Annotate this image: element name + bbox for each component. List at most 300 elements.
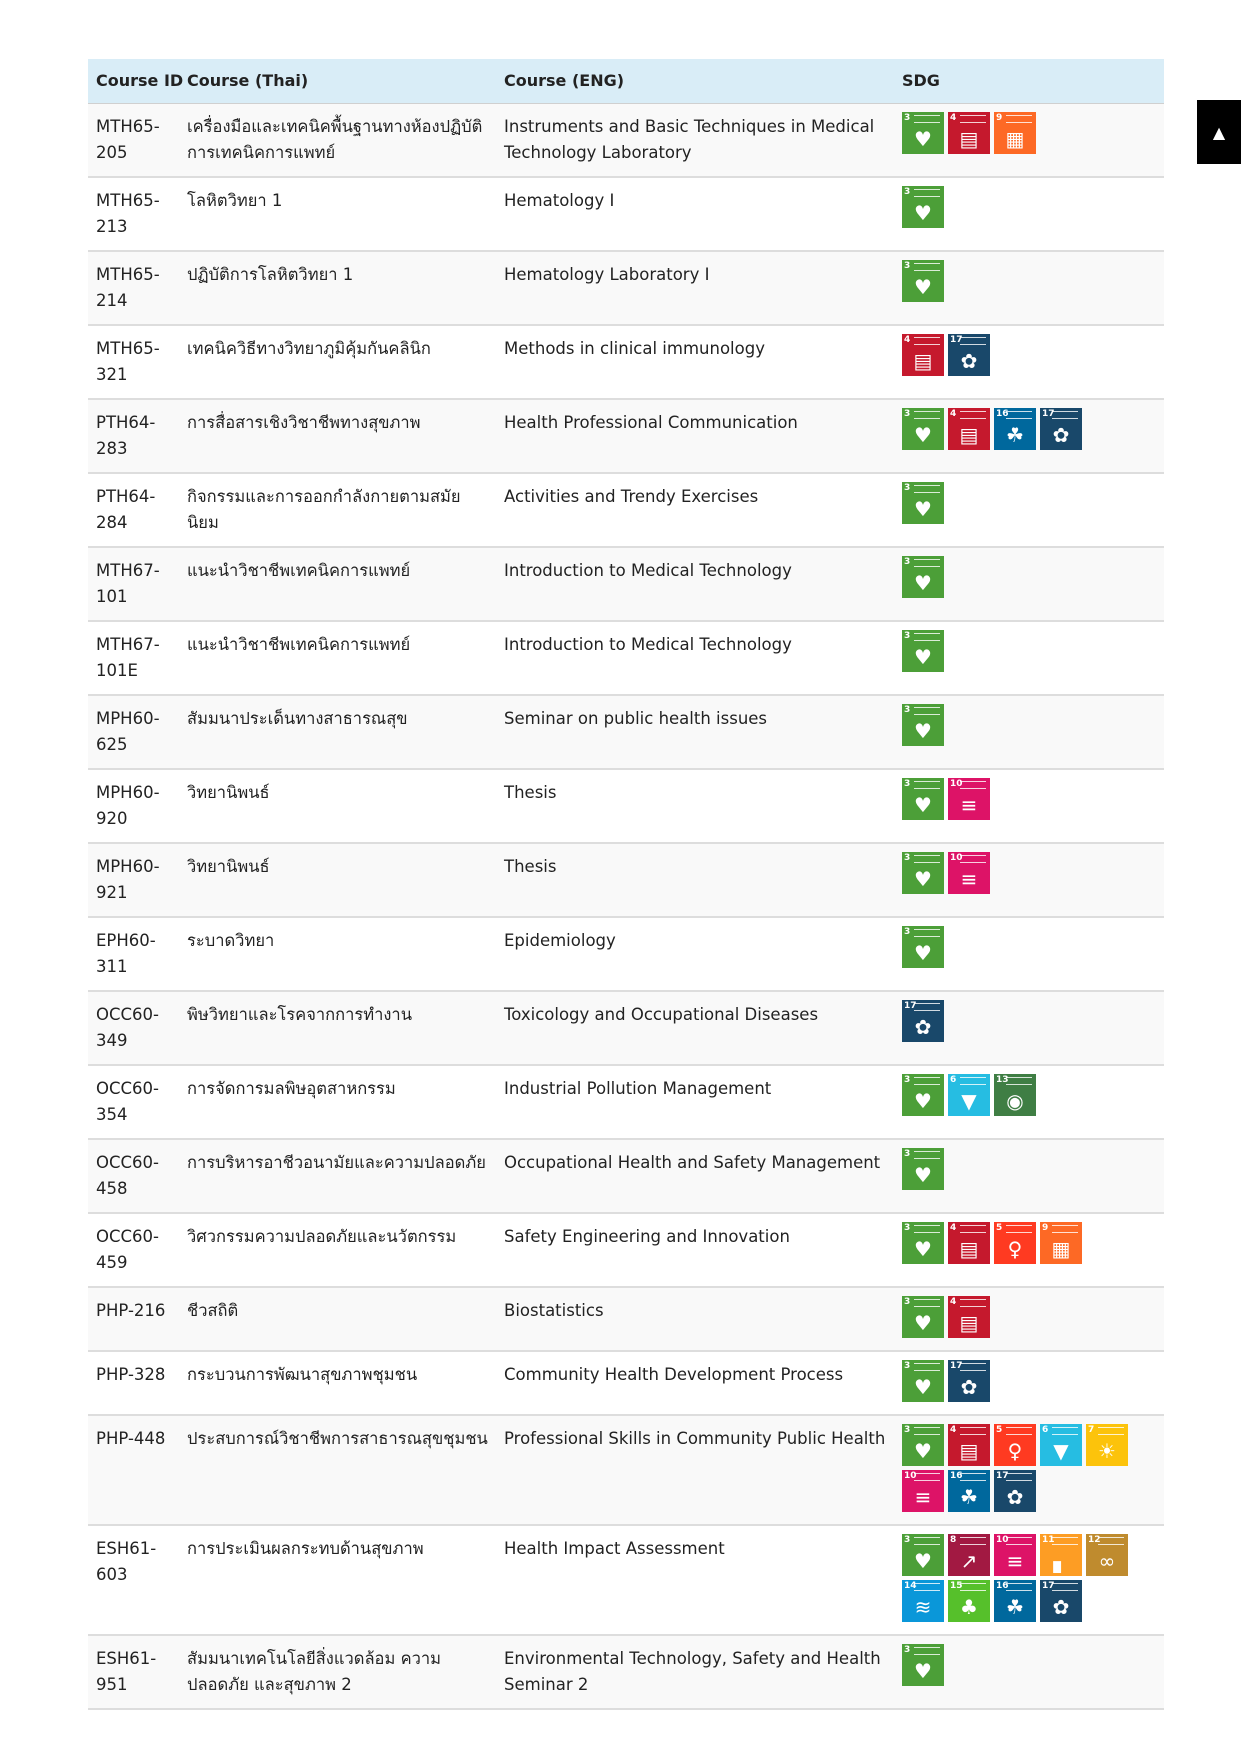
- table-row: [88, 1635, 1164, 1709]
- header-course-id: Course ID: [88, 59, 179, 103]
- heartbeat-icon: ♥: [914, 1236, 932, 1261]
- sdg-17-icon[interactable]: [902, 1000, 944, 1042]
- course-thai-cell: ชีวสถิติ: [187, 1300, 239, 1320]
- course-id-cell: PTH64-284: [96, 486, 156, 532]
- course-eng-cell: Health Impact Assessment: [504, 1538, 725, 1558]
- sdg-number: 3: [904, 1534, 911, 1545]
- sdg-number: 5: [996, 1424, 1003, 1435]
- course-thai-cell: วิศวกรรมความปลอดภัยและนวัตกรรม: [187, 1226, 457, 1246]
- gender-equality-icon: ♀: [1007, 1236, 1023, 1261]
- course-id-cell: PHP-448: [96, 1428, 166, 1448]
- sdg-number: 3: [904, 556, 911, 567]
- sdg-title-lines: [914, 855, 940, 863]
- dove-icon: ☘: [960, 1484, 978, 1509]
- course-eng-cell: Environmental Technology, Safety and Health Seminar 2: [504, 1648, 881, 1694]
- sdg-number: 3: [904, 408, 911, 419]
- sdg-11-icon[interactable]: [1040, 1534, 1082, 1576]
- table-row: [88, 103, 1164, 177]
- sdg-title-lines: [914, 633, 940, 641]
- sdg-cell: [894, 1525, 1164, 1635]
- sdg-number: 3: [904, 1360, 911, 1371]
- sdg-number: 17: [1042, 408, 1055, 419]
- sdg-17-icon[interactable]: [948, 334, 990, 376]
- book-icon: ▤: [959, 422, 979, 447]
- sdg-15-icon[interactable]: [948, 1580, 990, 1622]
- sdg-title-lines: [914, 1077, 940, 1085]
- sdg-title-lines: [1052, 1427, 1078, 1435]
- sdg-17-icon[interactable]: [948, 1360, 990, 1402]
- sdg-title-lines: [914, 485, 940, 493]
- sdg-number: 17: [904, 1000, 917, 1011]
- table-row: [88, 769, 1164, 843]
- course-id-cell: MPH60-920: [96, 782, 160, 828]
- course-eng-cell: Hematology Laboratory I: [504, 264, 710, 284]
- sdg-cell: [894, 473, 1164, 547]
- sdg-title-lines: [960, 781, 986, 789]
- sdg-title-lines: [1006, 1427, 1032, 1435]
- table-header: [88, 59, 1164, 103]
- sdg-3-icon[interactable]: [902, 1296, 944, 1338]
- course-thai-cell: กิจกรรมและการออกกำลังกายตามสมัยนิยม: [187, 486, 461, 532]
- sdg-3-icon[interactable]: [902, 778, 944, 820]
- course-eng-cell: Seminar on public health issues: [504, 708, 768, 728]
- sdg-title-lines: [1006, 115, 1032, 123]
- sdg-title-lines: [914, 263, 940, 271]
- table-row: [88, 399, 1164, 473]
- course-id-cell: MPH60-625: [96, 708, 160, 754]
- course-id-cell: PHP-328: [96, 1364, 166, 1384]
- sdg-3-icon[interactable]: [902, 408, 944, 450]
- sdg-cell: [894, 1287, 1164, 1351]
- sdg-title-lines: [960, 337, 986, 345]
- heartbeat-icon: ♥: [914, 1438, 932, 1463]
- sdg-3-icon[interactable]: [902, 630, 944, 672]
- sdg-cell: [894, 1139, 1164, 1213]
- heartbeat-icon: ♥: [914, 126, 932, 151]
- course-thai-cell: แนะนำวิชาชีพเทคนิคการแพทย์: [187, 560, 411, 580]
- dove-icon: ☘: [1006, 1594, 1024, 1619]
- table-row: [88, 325, 1164, 399]
- equality-arrows-icon: ≡: [960, 792, 978, 817]
- sdg-17-icon[interactable]: [994, 1470, 1036, 1512]
- sdg-number: 10: [950, 778, 963, 789]
- sdg-number: 14: [904, 1580, 917, 1591]
- sdg-title-lines: [1052, 1583, 1078, 1591]
- header-course-eng: Course (ENG): [496, 59, 894, 103]
- heartbeat-icon: ♥: [914, 940, 932, 965]
- course-eng-cell: Epidemiology: [504, 930, 616, 950]
- sdg-number: 8: [950, 1534, 957, 1545]
- sdg-9-icon[interactable]: [994, 112, 1036, 154]
- sdg-number: 3: [904, 926, 911, 937]
- sdg-title-lines: [1006, 1473, 1032, 1481]
- course-thai-cell: แนะนำวิชาชีพเทคนิคการแพทย์: [187, 634, 411, 654]
- heartbeat-icon: ♥: [914, 1374, 932, 1399]
- flower-rings-icon: ✿: [960, 348, 978, 373]
- heartbeat-icon: ♥: [914, 1548, 932, 1573]
- sdg-number: 3: [904, 852, 911, 863]
- sdg-title-lines: [960, 1427, 986, 1435]
- sdg-cell: [894, 177, 1164, 251]
- sdg-10-icon[interactable]: [948, 852, 990, 894]
- course-thai-cell: การสื่อสารเชิงวิชาชีพทางสุขภาพ: [187, 412, 421, 432]
- sdg-title-lines: [1006, 411, 1032, 419]
- sdg-16-icon[interactable]: [948, 1470, 990, 1512]
- sdg-17-icon[interactable]: [1040, 408, 1082, 450]
- course-thai-cell: ระบาดวิทยา: [187, 930, 275, 950]
- course-thai-cell: พิษวิทยาและโรคจากการทำงาน: [187, 1004, 412, 1024]
- table-row: [88, 621, 1164, 695]
- sdg-10-icon[interactable]: [948, 778, 990, 820]
- sdg-title-lines: [914, 189, 940, 197]
- heartbeat-icon: ♥: [914, 200, 932, 225]
- course-id-cell: OCC60-458: [96, 1152, 159, 1198]
- sdg-number: 5: [996, 1222, 1003, 1233]
- sdg-number: 12: [1088, 1534, 1101, 1545]
- table-row: [88, 1525, 1164, 1635]
- course-id-cell: ESH61-603: [96, 1538, 157, 1584]
- sdg-3-icon[interactable]: [902, 1424, 944, 1466]
- sdg-title-lines: [914, 929, 940, 937]
- course-eng-cell: Biostatistics: [504, 1300, 604, 1320]
- flower-rings-icon: ✿: [1006, 1484, 1024, 1509]
- course-eng-cell: Occupational Health and Safety Management: [504, 1152, 881, 1172]
- heartbeat-icon: ♥: [914, 1658, 932, 1683]
- sdg-cell: [894, 621, 1164, 695]
- sdg-number: 16: [996, 408, 1009, 419]
- course-eng-cell: Instruments and Basic Techniques in Medical Technology Laboratory: [504, 116, 875, 162]
- flower-rings-icon: ✿: [914, 1014, 932, 1039]
- sdg-5-icon[interactable]: [994, 1424, 1036, 1466]
- course-eng-cell: Industrial Pollution Management: [504, 1078, 772, 1098]
- book-icon: ▤: [913, 348, 933, 373]
- sdg-number: 15: [950, 1580, 963, 1591]
- course-eng-cell: Activities and Trendy Exercises: [504, 486, 759, 506]
- sdg-6-icon[interactable]: [1040, 1424, 1082, 1466]
- gender-equality-icon: ♀: [1007, 1438, 1023, 1463]
- header-course-thai: Course (Thai): [179, 59, 496, 103]
- table-row: [88, 1139, 1164, 1213]
- sdg-title-lines: [914, 1537, 940, 1545]
- table-row: [88, 991, 1164, 1065]
- course-id-cell: MPH60-921: [96, 856, 160, 902]
- course-thai-cell: การบริหารอาชีวอนามัยและความปลอดภัย: [187, 1152, 486, 1172]
- sdg-title-lines: [914, 1003, 940, 1011]
- sdg-cell: [894, 251, 1164, 325]
- sdg-number: 6: [1042, 1424, 1049, 1435]
- cubes-icon: ▦: [1051, 1236, 1071, 1261]
- sdg-7-icon[interactable]: [1086, 1424, 1128, 1466]
- sdg-title-lines: [1006, 1077, 1032, 1085]
- scroll-to-top-button[interactable]: [1197, 100, 1241, 164]
- earth-eye-icon: ◉: [1006, 1088, 1024, 1113]
- sdg-title-lines: [914, 115, 940, 123]
- course-thai-cell: สัมมนาเทคโนโลยีสิ่งแวดล้อม ความปลอดภัย และสุขภาพ 2: [187, 1648, 442, 1694]
- infinity-icon: ∞: [1098, 1548, 1116, 1573]
- sdg-number: 3: [904, 1424, 911, 1435]
- growth-chart-icon: ↗: [960, 1548, 978, 1573]
- table-row: [88, 695, 1164, 769]
- sdg-3-icon[interactable]: [902, 112, 944, 154]
- sdg-cell: [894, 1351, 1164, 1415]
- course-thai-cell: การประเมินผลกระทบด้านสุขภาพ: [187, 1538, 424, 1558]
- course-thai-cell: โลหิตวิทยา 1: [187, 190, 283, 210]
- sdg-6-icon[interactable]: [948, 1074, 990, 1116]
- sdg-number: 3: [904, 482, 911, 493]
- courses-table-container: [88, 59, 1164, 1710]
- book-icon: ▤: [959, 126, 979, 151]
- course-eng-cell: Toxicology and Occupational Diseases: [504, 1004, 819, 1024]
- course-eng-cell: Introduction to Medical Technology: [504, 560, 792, 580]
- sdg-number: 17: [996, 1470, 1009, 1481]
- book-icon: ▤: [959, 1438, 979, 1463]
- sdg-title-lines: [960, 1363, 986, 1371]
- sdg-13-icon[interactable]: [994, 1074, 1036, 1116]
- sdg-5-icon[interactable]: [994, 1222, 1036, 1264]
- sdg-title-lines: [914, 1647, 940, 1655]
- sdg-number: 9: [996, 112, 1003, 123]
- sdg-10-icon[interactable]: [902, 1470, 944, 1512]
- sdg-number: 16: [950, 1470, 963, 1481]
- sdg-cell: [894, 399, 1164, 473]
- sdg-number: 4: [950, 408, 957, 419]
- sdg-title-lines: [960, 1225, 986, 1233]
- sdg-title-lines: [960, 1077, 986, 1085]
- tree-icon: ♣: [960, 1594, 978, 1619]
- sdg-title-lines: [1052, 411, 1078, 419]
- sdg-number: 3: [904, 1644, 911, 1655]
- equality-arrows-icon: ≡: [914, 1484, 932, 1509]
- sdg-cell: [894, 843, 1164, 917]
- table-row: [88, 473, 1164, 547]
- flower-rings-icon: ✿: [1052, 1594, 1070, 1619]
- sdg-3-icon[interactable]: [902, 1644, 944, 1686]
- sdg-title-lines: [960, 855, 986, 863]
- table-row: [88, 1415, 1164, 1525]
- sdg-3-icon[interactable]: [902, 1360, 944, 1402]
- sdg-title-lines: [960, 1299, 986, 1307]
- sdg-title-lines: [914, 1151, 940, 1159]
- sdg-3-icon[interactable]: [902, 556, 944, 598]
- water-drop-icon: ▼: [1053, 1438, 1069, 1463]
- sdg-14-icon[interactable]: [902, 1580, 944, 1622]
- sdg-title-lines: [914, 781, 940, 789]
- course-eng-cell: Safety Engineering and Innovation: [504, 1226, 790, 1246]
- course-eng-cell: Health Professional Communication: [504, 412, 798, 432]
- sdg-number: 6: [950, 1074, 957, 1085]
- sdg-number: 10: [950, 852, 963, 863]
- sdg-4-icon[interactable]: [948, 1424, 990, 1466]
- sdg-cell: [894, 1213, 1164, 1287]
- sdg-3-icon[interactable]: [902, 1534, 944, 1576]
- sdg-3-icon[interactable]: [902, 1148, 944, 1190]
- sdg-4-icon[interactable]: [948, 1222, 990, 1264]
- sdg-16-icon[interactable]: [994, 1580, 1036, 1622]
- sdg-3-icon[interactable]: [902, 186, 944, 228]
- sdg-3-icon[interactable]: [902, 1074, 944, 1116]
- sdg-title-lines: [914, 559, 940, 567]
- sdg-title-lines: [1052, 1537, 1078, 1545]
- table-row: [88, 1213, 1164, 1287]
- course-id-cell: PTH64-283: [96, 412, 156, 458]
- sdg-number: 13: [996, 1074, 1009, 1085]
- sdg-number: 4: [950, 1424, 957, 1435]
- course-eng-cell: Hematology I: [504, 190, 615, 210]
- sdg-title-lines: [960, 1473, 986, 1481]
- sdg-cell: [894, 917, 1164, 991]
- sdg-3-icon[interactable]: [902, 260, 944, 302]
- sdg-number: 3: [904, 704, 911, 715]
- sdg-3-icon[interactable]: [902, 852, 944, 894]
- book-icon: ▤: [959, 1236, 979, 1261]
- sdg-cell: [894, 1065, 1164, 1139]
- sdg-number: 3: [904, 1148, 911, 1159]
- course-id-cell: OCC60-354: [96, 1078, 159, 1124]
- course-thai-cell: กระบวนการพัฒนาสุขภาพชุมชน: [187, 1364, 418, 1384]
- heartbeat-icon: ♥: [914, 1310, 932, 1335]
- table-row: [88, 547, 1164, 621]
- sdg-title-lines: [960, 411, 986, 419]
- table-row: [88, 1351, 1164, 1415]
- fish-icon: ≋: [914, 1594, 932, 1619]
- sdg-cell: [894, 769, 1164, 843]
- sdg-number: 3: [904, 112, 911, 123]
- sdg-cell: [894, 103, 1164, 177]
- course-eng-cell: Professional Skills in Community Public Health: [504, 1428, 886, 1448]
- sdg-cell: [894, 547, 1164, 621]
- sdg-title-lines: [960, 1583, 986, 1591]
- table-row: [88, 251, 1164, 325]
- sdg-3-icon[interactable]: [902, 482, 944, 524]
- course-id-cell: MTH65-214: [96, 264, 160, 310]
- sdg-4-icon[interactable]: [948, 1296, 990, 1338]
- table-row: [88, 1287, 1164, 1351]
- header-sdg: SDG: [894, 59, 1164, 103]
- course-id-cell: MTH65-321: [96, 338, 160, 384]
- sun-icon: ☀: [1098, 1438, 1116, 1463]
- table-row: [88, 1065, 1164, 1139]
- sdg-title-lines: [960, 1537, 986, 1545]
- sdg-title-lines: [914, 1427, 940, 1435]
- sdg-4-icon[interactable]: [948, 408, 990, 450]
- sdg-3-icon[interactable]: [902, 926, 944, 968]
- courses-table: [88, 59, 1164, 1710]
- course-id-cell: PHP-216: [96, 1300, 166, 1320]
- sdg-title-lines: [1006, 1537, 1032, 1545]
- course-thai-cell: ประสบการณ์วิชาชีพการสาธารณสุขชุมชน: [187, 1428, 488, 1448]
- sdg-17-icon[interactable]: [1040, 1580, 1082, 1622]
- sdg-16-icon[interactable]: [994, 408, 1036, 450]
- sdg-number: 17: [950, 334, 963, 345]
- sdg-title-lines: [1098, 1427, 1124, 1435]
- sdg-number: 16: [996, 1580, 1009, 1591]
- course-thai-cell: ปฏิบัติการโลหิตวิทยา 1: [187, 264, 354, 284]
- sdg-title-lines: [914, 1583, 940, 1591]
- course-thai-cell: สัมมนาประเด็นทางสาธารณสุข: [187, 708, 408, 728]
- sdg-number: 9: [1042, 1222, 1049, 1233]
- course-eng-cell: Thesis: [504, 856, 557, 876]
- sdg-number: 10: [904, 1470, 917, 1481]
- sdg-number: 4: [950, 1296, 957, 1307]
- sdg-3-icon[interactable]: [902, 1222, 944, 1264]
- course-id-cell: MTH67-101: [96, 560, 160, 606]
- sdg-title-lines: [1098, 1537, 1124, 1545]
- equality-arrows-icon: ≡: [960, 866, 978, 891]
- sdg-number: 3: [904, 1296, 911, 1307]
- sdg-cell: [894, 991, 1164, 1065]
- course-thai-cell: เทคนิควิธีทางวิทยาภูมิคุ้มกันคลินิก: [187, 338, 431, 358]
- book-icon: ▤: [959, 1310, 979, 1335]
- water-drop-icon: ▼: [961, 1088, 977, 1113]
- sdg-cell: [894, 1415, 1164, 1525]
- course-thai-cell: การจัดการมลพิษอุตสาหกรรม: [187, 1078, 396, 1098]
- sdg-9-icon[interactable]: [1040, 1222, 1082, 1264]
- sdg-number: 7: [1088, 1424, 1095, 1435]
- sdg-title-lines: [914, 1363, 940, 1371]
- heartbeat-icon: ♥: [914, 274, 932, 299]
- sdg-number: 3: [904, 778, 911, 789]
- sdg-number: 3: [904, 260, 911, 271]
- heartbeat-icon: ♥: [914, 718, 932, 743]
- course-id-cell: MTH65-213: [96, 190, 160, 236]
- course-eng-cell: Methods in clinical immunology: [504, 338, 765, 358]
- cubes-icon: ▦: [1005, 126, 1025, 151]
- table-row: [88, 843, 1164, 917]
- sdg-4-icon[interactable]: [902, 334, 944, 376]
- sdg-10-icon[interactable]: [994, 1534, 1036, 1576]
- sdg-8-icon[interactable]: [948, 1534, 990, 1576]
- sdg-title-lines: [914, 1225, 940, 1233]
- header-row: [88, 59, 1164, 103]
- sdg-number: 11: [1042, 1534, 1055, 1545]
- table-row: [88, 917, 1164, 991]
- sdg-number: 3: [904, 1222, 911, 1233]
- course-thai-cell: วิทยานิพนธ์: [187, 856, 270, 876]
- heartbeat-icon: ♥: [914, 644, 932, 669]
- course-id-cell: MTH67-101E: [96, 634, 160, 680]
- sdg-3-icon[interactable]: [902, 704, 944, 746]
- sdg-number: 3: [904, 1074, 911, 1085]
- sdg-number: 17: [1042, 1580, 1055, 1591]
- flower-rings-icon: ✿: [1052, 422, 1070, 447]
- sdg-title-lines: [1006, 1225, 1032, 1233]
- table-body: [88, 103, 1164, 1709]
- sdg-title-lines: [960, 115, 986, 123]
- table-row: [88, 177, 1164, 251]
- sdg-cell: [894, 1635, 1164, 1709]
- equality-arrows-icon: ≡: [1006, 1548, 1024, 1573]
- sdg-12-icon[interactable]: [1086, 1534, 1128, 1576]
- sdg-title-lines: [1006, 1583, 1032, 1591]
- course-eng-cell: Thesis: [504, 782, 557, 802]
- sdg-title-lines: [914, 1299, 940, 1307]
- heartbeat-icon: ♥: [914, 866, 932, 891]
- sdg-number: 3: [904, 186, 911, 197]
- heartbeat-icon: ♥: [914, 570, 932, 595]
- city-icon: ▖: [1053, 1548, 1069, 1573]
- flower-rings-icon: ✿: [960, 1374, 978, 1399]
- sdg-title-lines: [914, 707, 940, 715]
- sdg-number: 4: [904, 334, 911, 345]
- sdg-4-icon[interactable]: [948, 112, 990, 154]
- course-eng-cell: Community Health Development Process: [504, 1364, 844, 1384]
- sdg-title-lines: [1052, 1225, 1078, 1233]
- course-thai-cell: เครื่องมือและเทคนิคพื้นฐานทางห้องปฏิบัติการเทคนิคการแพทย์: [187, 116, 483, 162]
- sdg-title-lines: [914, 1473, 940, 1481]
- sdg-title-lines: [914, 337, 940, 345]
- sdg-number: 3: [904, 630, 911, 641]
- course-id-cell: EPH60-311: [96, 930, 156, 976]
